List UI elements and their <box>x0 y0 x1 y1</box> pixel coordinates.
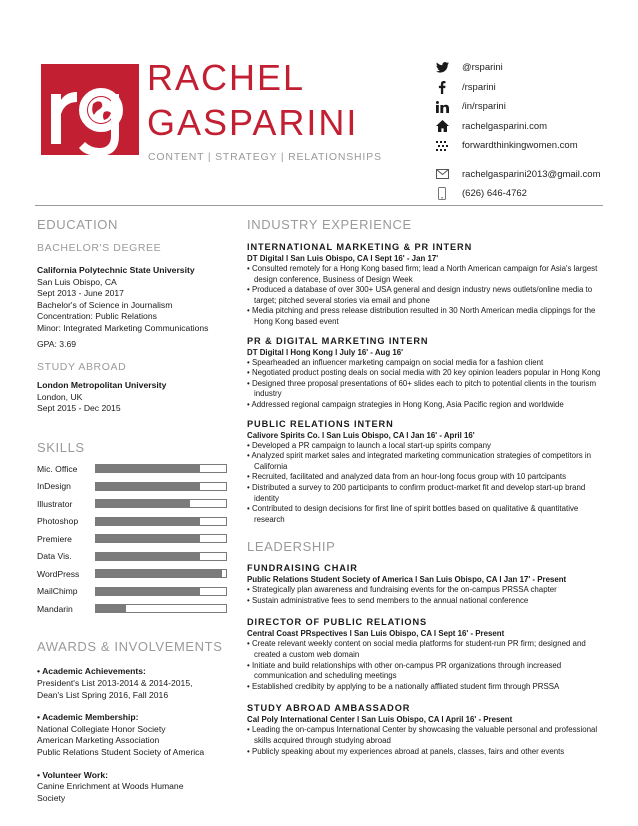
role-subtitle: Public Relations Student Society of America l San Luis Obispo, CA l Jan 17' - Present <box>247 575 567 585</box>
job-bullet: • Spearheaded an influencer marketing campaign on social media for a fashion client <box>247 357 544 367</box>
contact-text: /rsparini <box>462 81 496 93</box>
skill-bar-fill <box>96 570 222 577</box>
role-entry <box>247 616 607 692</box>
contact-text: forwardthinkingwomen.com <box>462 140 578 152</box>
skill-row <box>37 460 227 478</box>
skill-row <box>37 512 227 530</box>
job-bullet: • Produced a database of over 300+ USA general and design industry news outlets/online media to target; pitched several stories via email and phone <box>247 285 593 305</box>
skill-bar <box>95 534 227 543</box>
skill-bar-fill <box>96 465 200 472</box>
awards-line: National Collegiate Honor Society <box>37 723 166 734</box>
degree-name: Bachelor's of Science in Journalism <box>37 299 173 310</box>
home-icon <box>435 120 449 132</box>
school-location: San Luis Obispo, CA <box>37 276 117 287</box>
facebook-icon <box>435 81 449 93</box>
skill-bar-fill <box>96 500 190 507</box>
role-entry <box>247 562 607 606</box>
education-title: EDUCATION <box>37 217 118 232</box>
study-abroad-block <box>37 380 227 415</box>
skill-row <box>37 582 227 600</box>
awards-group <box>37 666 227 701</box>
job-title: PUBLIC RELATIONS INTERN <box>247 418 394 429</box>
skill-bar <box>95 464 227 473</box>
role-bullet: • Leading the on-campus International Center by showcasing the valuable personal and professional skills acquired through studying abroad <box>247 725 598 746</box>
abroad-dates: Sept 2015 - Dec 2015 <box>37 403 121 414</box>
skill-row <box>37 547 227 565</box>
contact-text: /in/rsparini <box>462 101 506 113</box>
gpa: GPA: 3.69 <box>37 338 77 349</box>
role-bullet: • Strategically plan awareness and fundraising events for the on-campus PRSSA chapter <box>247 585 557 595</box>
job-title: INTERNATIONAL MARKETING & PR INTERN <box>247 242 473 252</box>
job-bullet: • Negotiated product posting deals on social media with 20 key opinion leaders popular in Hong Kong <box>247 368 601 378</box>
skill-row <box>37 477 227 495</box>
role-title: FUNDRAISING CHAIR <box>247 563 358 574</box>
awards-heading: • Academic Achievements: <box>37 666 146 677</box>
contact-twitter[interactable] <box>435 58 625 78</box>
role-subtitle: Central Coast PRspectives l San Luis Obispo, CA l Sept 16' - Present <box>247 629 505 639</box>
role-bullet: • Established credibity by applying to be a nationally affliated student firm through PRSSA <box>247 681 560 691</box>
last-name: GASPARINI <box>147 102 359 143</box>
job-bullet: • Addressed regional campaign strategies in Hong Kong, Asia Pacific region and worldwide <box>247 399 564 409</box>
skill-bar <box>95 552 227 561</box>
logo-mark <box>41 64 139 155</box>
job-bullet: • Designed three proposal presentations of 60+ slides each to pitch to potential clients in the tourism industry <box>247 378 597 399</box>
first-name: RACHEL <box>147 57 306 98</box>
twitter-icon <box>435 62 449 74</box>
abroad-location: London, UK <box>37 391 83 402</box>
skill-row <box>37 600 227 618</box>
awards-group <box>37 770 227 805</box>
skill-label: WordPress <box>37 568 80 579</box>
skill-label: Data Vis. <box>37 551 72 562</box>
email-icon <box>435 168 449 180</box>
link-icon <box>435 140 449 152</box>
contact-text: (626) 646-4762 <box>462 188 527 200</box>
skill-label: MailChimp <box>37 586 78 597</box>
role-title: DIRECTOR OF PUBLIC RELATIONS <box>247 617 428 628</box>
skill-label: Illustrator <box>37 498 73 509</box>
role-bullet: • Initiate and build relationships with other on-campus PR organizations through increased communication and scheduling meetings <box>247 660 562 681</box>
contact-text: rachelgasparini.com <box>462 120 548 132</box>
skill-label: Mic. Office <box>37 463 78 474</box>
contact-facebook[interactable] <box>435 78 625 98</box>
study-abroad-title: STUDY ABROAD <box>37 361 127 374</box>
awards-line: Canine Enrichment at Woods Humane <box>37 781 184 792</box>
skill-bar <box>95 482 227 491</box>
job-bullet: • Consulted remotely for a Hong Kong based firm; lead a North American campaign for Asia's largest design conference, Business of Design Week <box>247 264 598 284</box>
job-entry <box>247 335 607 411</box>
role-entry <box>247 702 607 757</box>
skill-bar-fill <box>96 605 126 612</box>
contact-list <box>435 58 625 204</box>
job-bullet: • Media pitching and press release distribution resulted in 30 North American media clippings for the Hong Kong based event <box>247 306 596 326</box>
awards-heading: • Academic Membership: <box>37 712 139 723</box>
skill-row <box>37 530 227 548</box>
contact-text: @rsparini <box>462 62 503 74</box>
skills-title: SKILLS <box>37 439 85 455</box>
awards-line: American Marketing Association <box>37 735 160 746</box>
skill-bar <box>95 499 227 508</box>
job-subtitle: DT Digital l Hong Kong l July 16' - Aug 16' <box>247 347 404 357</box>
job-bullet: • Developed a PR campaign to launch a local start-up spirits company <box>247 440 491 450</box>
role-bullet: • Publicly speaking about my experiences abroad at panels, classes, fairs and other events <box>247 746 565 756</box>
linkedin-icon <box>435 101 449 113</box>
contact-website-2[interactable] <box>435 136 625 156</box>
minor: Minor: Integrated Marketing Communications <box>37 322 209 333</box>
job-entry <box>247 241 607 328</box>
awards-group <box>37 712 227 758</box>
skill-row <box>37 495 227 513</box>
right-column <box>247 217 607 757</box>
school-dates: Sept 2013 - June 2017 <box>37 288 124 299</box>
logo <box>41 64 139 155</box>
job-subtitle: Calivore Spirits Co. l San Luis Obispo, CA l Jan 16' - April 16' <box>247 430 475 440</box>
job-title: PR & DIGITAL MARKETING INTERN <box>247 335 429 346</box>
awards-line: Dean's List Spring 2016, Fall 2016 <box>37 689 169 700</box>
skill-label: InDesign <box>37 481 71 492</box>
skill-bar <box>95 587 227 596</box>
job-bullet: • Distributed a survey to 200 participants to confirm product-market fit and develop start-up brand identity <box>247 482 586 503</box>
skill-label: Photoshop <box>37 516 79 527</box>
role-bullet: • Sustain administrative fees to send members to the annual national conference <box>247 595 529 605</box>
skill-bar-fill <box>96 553 200 560</box>
awards-line: President's List 2013-2014 & 2014-2015, <box>37 678 193 689</box>
job-bullet: • Contributed to design decisions for first line of spirit bottles based on qualitative & quantitative research <box>247 504 579 524</box>
leadership-title: LEADERSHIP <box>247 539 336 555</box>
awards-heading: • Volunteer Work: <box>37 769 108 780</box>
abroad-school: London Metropolitan University <box>37 380 167 391</box>
job-bullet: • Recruited, facilitated and analyzed data from an hour-long focus group with 10 partcipants <box>247 472 567 482</box>
skill-row <box>37 565 227 583</box>
skill-bar <box>95 569 227 578</box>
role-subtitle: Cal Poly International Center l San Luis Obispo, CA l April 16' - Present <box>247 715 513 725</box>
left-column <box>37 217 227 804</box>
job-subtitle: DT Digital l San Luis Obispo, CA l Sept 16' - Jan 17' <box>247 254 439 263</box>
job-entry <box>247 418 607 526</box>
role-title: STUDY ABROAD AMBASSADOR <box>247 703 411 714</box>
phone-icon <box>435 188 449 200</box>
contact-email[interactable] <box>435 165 625 185</box>
awards-line: Public Relations Student Society of America <box>37 747 205 757</box>
contact-linkedin[interactable] <box>435 97 625 117</box>
skill-bar-fill <box>96 535 200 542</box>
concentration: Concentration: Public Relations <box>37 311 157 322</box>
education-block <box>37 265 227 350</box>
contact-text: rachelgasparini2013@gmail.com <box>462 168 601 180</box>
skills-list <box>37 460 227 618</box>
job-bullet: • Analyzed spirit market sales and integrated marketing communication strategies of competitors in California <box>247 451 591 471</box>
degree-title: BACHELOR'S DEGREE <box>37 242 162 254</box>
contact-website[interactable] <box>435 117 625 137</box>
skill-bar <box>95 517 227 526</box>
experience-title: INDUSTRY EXPERIENCE <box>247 217 412 232</box>
school-name: California Polytechnic State University <box>37 265 195 275</box>
role-bullet: • Create relevant weekly content on social media platforms for student-run PR firm; designed and created a custom web domain <box>247 639 586 660</box>
skill-label: Premiere <box>37 533 72 544</box>
contact-phone[interactable] <box>435 184 625 204</box>
awards-line: Society <box>37 792 66 803</box>
tagline: CONTENT | STRATEGY | RELATIONSHIPS <box>148 151 382 163</box>
skill-bar-fill <box>96 518 200 525</box>
skill-bar <box>95 604 227 613</box>
skill-bar-fill <box>96 483 200 490</box>
skill-label: Mandarin <box>37 603 73 614</box>
header-divider <box>35 205 603 206</box>
awards-title: AWARDS & INVOLVEMENTS <box>37 639 223 655</box>
skill-bar-fill <box>96 588 200 595</box>
